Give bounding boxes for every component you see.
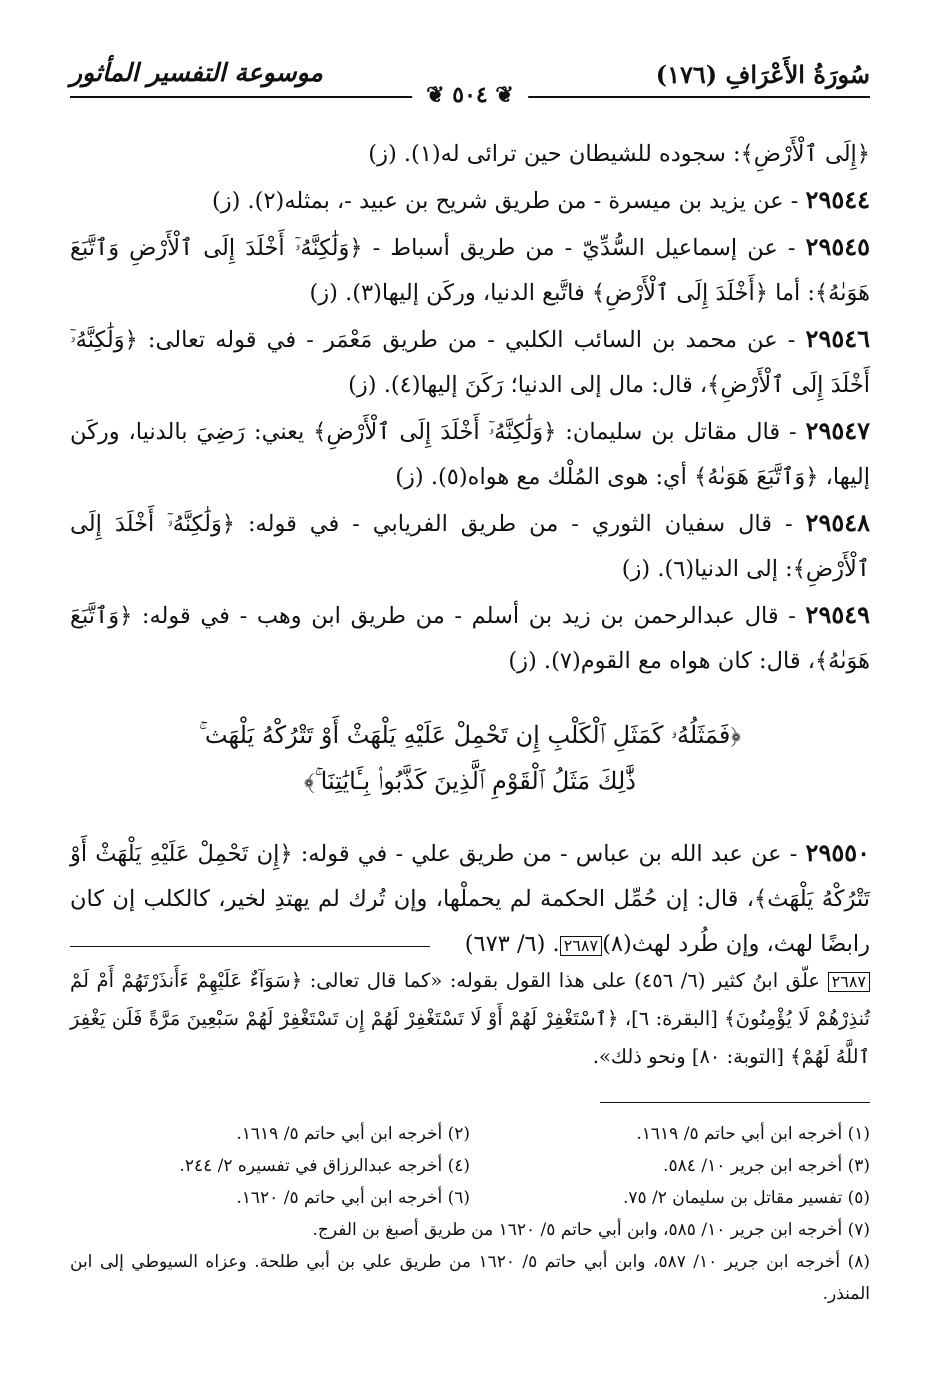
entry-number: ٢٩٥٤٤ [805, 185, 870, 214]
entry-29549 [70, 592, 870, 684]
footnote-4: (٤) أخرجه عبدالرزاق في تفسيره ٢/ ٢٤٤. [179, 1156, 470, 1176]
entry-text: - عن محمد بن السائب الكلبي - من طريق مَعْمَر - في قوله تعالى: ﴿وَلَٰكِنَّهُۥٓ أَخْلَدَ إِلَى ٱلْأَرْضِ﴾، قال: مال إلى الدنيا؛ رَكَنَ إليها(٤). (ز) [70, 327, 870, 398]
footnote-3: (٣) أخرجه ابن جرير ١٠/ ٥٨٤. [663, 1156, 870, 1176]
verse-line-1: ﴿فَمَثَلُهُۥ كَمَثَلِ ٱلْكَلْبِ إِن تَحْمِلْ عَلَيْهِ يَلْهَثْ أَوْ تَتْرُكْهُ يَلْهَث ۚ [198, 721, 742, 749]
footnote-2: (٢) أخرجه ابن أبي حاتم ٥/ ١٦١٩. [236, 1124, 470, 1144]
entry-text: - قال سفيان الثوري - من طريق الفريابي - في قوله: ﴿وَلَٰكِنَّهُۥٓ أَخْلَدَ إِلَى ٱلْأَرْضِ﴾: إلى الدنيا(٦). (ز) [70, 511, 870, 582]
entry-29546 [70, 316, 870, 408]
commentary-separator [70, 946, 430, 947]
footnote-7: (٧) أخرجه ابن جرير ١٠/ ٥٨٥، وابن أبي حاتم ٥/ ١٦٢٠ من طريق أصبغ بن الفرج. [312, 1220, 870, 1240]
page-number: ❦ ٥٠٤ ❦ [412, 82, 528, 108]
entry-text: - عن عبد الله بن عباس - من طريق علي - في قوله: ﴿إِن تَحْمِلْ عَلَيْهِ يَلْهَثْ أَوْ تَتْرُكْهُ يَلْهَث﴾، قال: إن حُمِّل الحكمة لم يحملْها، وإن تُرك لم يهتدِ لخير، كالكلب إن كان رابضًا لهث، وإن طُرد لهث(٨) [70, 841, 870, 957]
entry-number: ٢٩٥٤٥ [805, 232, 870, 261]
entry-text: - قال مقاتل بن سليمان: ﴿وَلَٰكِنَّهُۥٓ أَخْلَدَ إِلَى ٱلْأَرْضِ﴾ يعني: رَضِيَ بالدنيا، وركَن إليها، ﴿وَٱتَّبَعَ هَوَىٰهُ﴾ أي: هوى المُلْك مع هواه(٥). (ز) [70, 419, 870, 490]
entry-number: ٢٩٥٤٩ [805, 600, 870, 629]
footnote-row [70, 1182, 870, 1214]
footnote-separator [600, 1102, 870, 1103]
page-header [70, 50, 870, 108]
footnote-row [70, 1118, 870, 1150]
entry-text: - قال عبدالرحمن بن زيد بن أسلم - من طريق ابن وهب - في قوله: ﴿وَٱتَّبَعَ هَوَىٰهُ﴾، قال: كان هواه مع القوم(٧). (ز) [70, 603, 870, 674]
entry-text: - عن إسماعيل السُّدِّيّ - من طريق أسباط - ﴿وَلَٰكِنَّهُۥٓ أَخْلَدَ إِلَى ٱلْأَرْضِ وَٱتَّبَعَ هَوَىٰهُ﴾: أما ﴿أَخْلَدَ إِلَى ٱلْأَرْضِ﴾ فاتَّبع الدنيا، وركَن إليها(٣). (ز) [70, 235, 870, 306]
commentary-tag: ٢٦٨٧ [560, 936, 602, 956]
entry-29545 [70, 224, 870, 316]
surah-title: سُورَةُ الأَعْرَافِ (١٧٦) [655, 60, 870, 89]
entry-29548 [70, 500, 870, 592]
entry-continuation: ﴿إِلَى ٱلْأَرْضِ﴾: سجوده للشيطان حين ترائى له(١). (ز) [368, 141, 870, 167]
entry-number: ٢٩٥٤٦ [805, 324, 870, 353]
footnote-5: (٥) تفسير مقاتل بن سليمان ٢/ ٧٥. [622, 1188, 870, 1208]
commentary-note [70, 962, 870, 1076]
entry-29544 [70, 177, 870, 224]
footnote-8: (٨) أخرجه ابن جرير ١٠/ ٥٨٧، وابن أبي حاتم ٥/ ١٦٢٠ من طريق علي بن أبي طلحة. وعزاه السيوطي إلى ابن المنذر. [70, 1252, 870, 1304]
page-number-value: ٥٠٤ [452, 82, 488, 108]
commentary-tag: ٢٦٨٧ [828, 972, 870, 992]
entry-number: ٢٩٥٤٧ [805, 416, 870, 445]
entry-number: ٢٩٥٤٨ [805, 508, 870, 537]
commentary-text: علّق ابنُ كثير (٦/ ٤٥٦) على هذا القول بقوله: «كما قال تعالى: ﴿سَوَآءٌ عَلَيْهِمْ ءَأَنذَرْتَهُمْ أَمْ لَمْ تُنذِرْهُمْ لَا يُؤْمِنُونَ﴾ [البقرة: ٦]، ﴿ٱسْتَغْفِرْ لَهُمْ أَوْ لَا تَسْتَغْفِرْ لَهُمْ إِن تَسْتَغْفِرْ لَهُمْ سَبْعِينَ مَرَّةً فَلَن يَغْفِرَ ٱللَّهُ لَهُمْ﴾ [التوبة: ٨٠] ونحو ذلك». [70, 969, 870, 1068]
footnotes [70, 1118, 870, 1310]
footnote-6: (٦) أخرجه ابن أبي حاتم ٥/ ١٦٢٠. [236, 1188, 470, 1208]
main-text [70, 132, 870, 967]
entry-tail: . (٦/ ٦٧٣) [464, 931, 560, 957]
entry-number: ٢٩٥٥٠ [805, 838, 870, 867]
entry-text: - عن يزيد بن ميسرة - من طريق شريح بن عبيد -، بمثله(٢). (ز) [211, 188, 806, 214]
footnote-1: (١) أخرجه ابن أبي حاتم ٥/ ١٦١٩. [636, 1124, 870, 1144]
verse-line-2: ذَّٰلِكَ مَثَلُ ٱلْقَوْمِ ٱلَّذِينَ كَذَّبُوا۟ بِـَٔايَٰتِنَا ۚ﴾ [304, 767, 636, 795]
footnote-row [70, 1150, 870, 1182]
entry-29547 [70, 408, 870, 500]
book-title: موسوعة التفسير المأثور [70, 58, 323, 87]
quran-verse [70, 712, 870, 804]
